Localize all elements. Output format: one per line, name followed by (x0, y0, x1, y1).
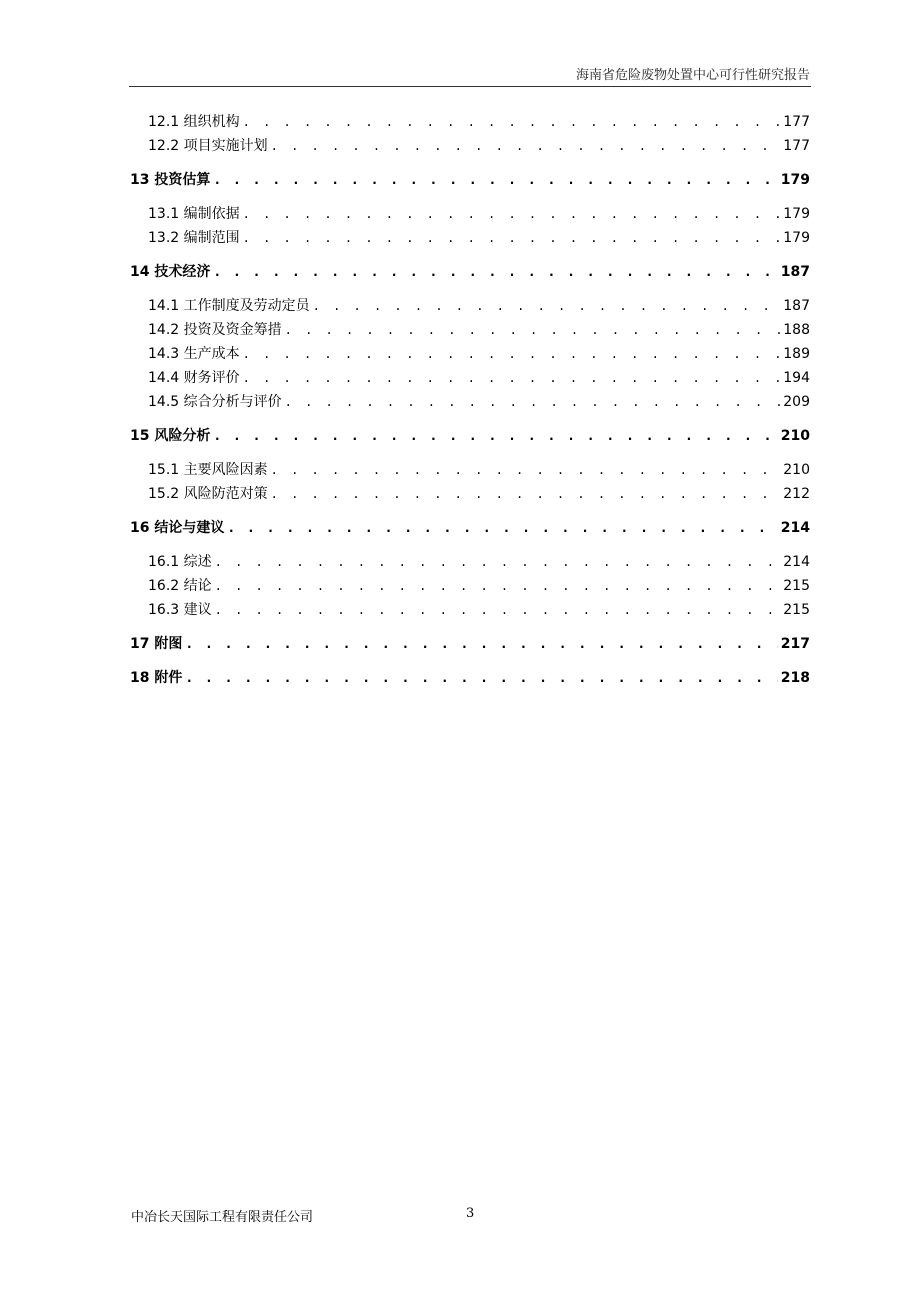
toc-dot-leader (215, 550, 781, 574)
toc-dot-leader (243, 366, 781, 390)
toc-chapter-entry[interactable] (130, 260, 810, 284)
toc-section-entry[interactable] (130, 294, 810, 318)
toc-dot-leader (271, 458, 781, 482)
toc-dot-leader (271, 134, 781, 158)
toc-dot-leader (243, 342, 781, 366)
toc-section-entry[interactable] (130, 318, 810, 342)
toc-entry-page: 209 (783, 394, 810, 410)
toc-entry-label: 16 结论与建议 (130, 520, 225, 536)
toc-section-entry[interactable] (130, 482, 810, 506)
toc-entry-page: 215 (783, 578, 810, 594)
document-header-title: 海南省危险废物处置中心可行性研究报告 (575, 68, 810, 83)
toc-entry-label: 13.2 编制范围 (148, 230, 240, 246)
toc-dot-leader (243, 202, 781, 226)
toc-dot-leader (285, 318, 781, 342)
toc-entry-page: 214 (783, 554, 810, 570)
toc-entry-page: 177 (783, 114, 810, 130)
toc-section-entry[interactable] (130, 134, 810, 158)
toc-entry-page: 177 (783, 138, 810, 154)
toc-entry-label: 14.1 工作制度及劳动定员 (148, 298, 310, 314)
toc-entry-label: 12.2 项目实施计划 (148, 138, 268, 154)
toc-entry-label: 15.1 主要风险因素 (148, 462, 268, 478)
toc-dot-leader (243, 226, 781, 250)
toc-dot-leader (215, 598, 781, 622)
toc-dot-leader (243, 110, 781, 134)
toc-section-entry[interactable] (130, 366, 810, 390)
toc-entry-label: 15.2 风险防范对策 (148, 486, 268, 502)
toc-entry-page: 188 (783, 322, 810, 338)
toc-entry-page: 212 (783, 486, 810, 502)
toc-chapter-entry[interactable] (130, 168, 810, 192)
toc-section-entry[interactable] (130, 226, 810, 250)
toc-dot-leader (213, 425, 777, 449)
toc-entry-page: 179 (783, 230, 810, 246)
toc-chapter-entry[interactable] (130, 424, 810, 448)
toc-section-entry[interactable] (130, 598, 810, 622)
toc-entry-label: 17 附图 (130, 636, 183, 652)
toc-entry-page: 215 (783, 602, 810, 618)
toc-entry-label: 16.3 建议 (148, 602, 212, 618)
toc-section-entry[interactable] (130, 458, 810, 482)
toc-dot-leader (215, 574, 781, 598)
toc-entry-page: 214 (780, 520, 810, 536)
toc-dot-leader (227, 517, 777, 541)
toc-entry-label: 14.5 综合分析与评价 (148, 394, 282, 410)
toc-entry-label: 14 技术经济 (130, 264, 211, 280)
toc-dot-leader (285, 390, 781, 414)
toc-entry-label: 16.2 结论 (148, 578, 212, 594)
toc-entry-page: 217 (780, 636, 810, 652)
toc-section-entry[interactable] (130, 574, 810, 598)
toc-entry-label: 13.1 编制依据 (148, 206, 240, 222)
toc-section-entry[interactable] (130, 110, 810, 134)
toc-entry-label: 15 风险分析 (130, 428, 211, 444)
footer-page-number: 3 (466, 1206, 475, 1221)
toc-entry-label: 18 附件 (130, 670, 183, 686)
footer-company: 中冶长天国际工程有限责任公司 (131, 1210, 314, 1225)
toc-section-entry[interactable] (130, 202, 810, 226)
toc-entry-page: 187 (780, 264, 810, 280)
toc-entry-label: 16.1 综述 (148, 554, 212, 570)
toc-dot-leader (185, 633, 777, 657)
toc-entry-page: 210 (780, 428, 810, 444)
toc-chapter-entry[interactable] (130, 516, 810, 540)
toc-entry-page: 187 (783, 298, 810, 314)
toc-section-entry[interactable] (130, 390, 810, 414)
toc-dot-leader (213, 169, 777, 193)
toc-entry-page: 179 (783, 206, 810, 222)
toc-entry-label: 14.3 生产成本 (148, 346, 240, 362)
table-of-contents (130, 110, 810, 700)
toc-dot-leader (271, 482, 781, 506)
toc-chapter-entry[interactable] (130, 632, 810, 656)
toc-entry-label: 13 投资估算 (130, 172, 211, 188)
toc-section-entry[interactable] (130, 550, 810, 574)
toc-dot-leader (313, 294, 781, 318)
toc-entry-label: 14.2 投资及资金筹措 (148, 322, 282, 338)
header-divider (129, 86, 811, 87)
toc-entry-label: 12.1 组织机构 (148, 114, 240, 130)
toc-entry-page: 194 (783, 370, 810, 386)
toc-entry-page: 210 (783, 462, 810, 478)
toc-dot-leader (213, 261, 777, 285)
toc-entry-label: 14.4 财务评价 (148, 370, 240, 386)
toc-section-entry[interactable] (130, 342, 810, 366)
toc-entry-page: 189 (783, 346, 810, 362)
toc-entry-page: 218 (780, 670, 810, 686)
toc-chapter-entry[interactable] (130, 666, 810, 690)
toc-dot-leader (185, 667, 777, 691)
toc-entry-page: 179 (780, 172, 810, 188)
